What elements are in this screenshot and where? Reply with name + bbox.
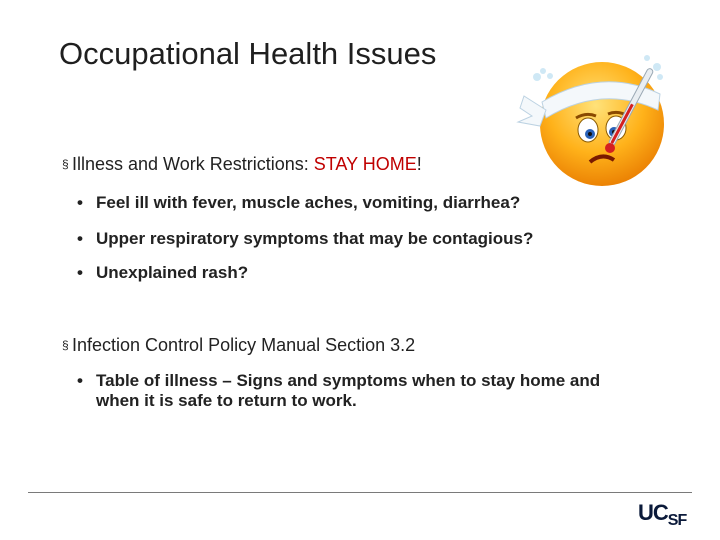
section-bullet: § xyxy=(62,338,69,352)
list-item xyxy=(77,229,533,249)
slide-title: Occupational Health Issues xyxy=(59,36,437,71)
footer-divider xyxy=(28,492,692,493)
list-item xyxy=(77,263,248,283)
list-item-text: Unexplained rash? xyxy=(96,263,249,282)
list-item-text: Upper respiratory symptoms that may be contagious? xyxy=(96,229,534,248)
section-lead: Illness and Work Restrictions: xyxy=(72,154,314,174)
list-item-line: Table of illness – Signs and symptoms when to stay home and xyxy=(96,371,601,390)
logo-uc: UC xyxy=(638,500,668,525)
section-text: Infection Control Policy Manual Section 3.2 xyxy=(72,335,416,355)
sick-face-icon xyxy=(510,44,690,194)
list-bullet: • xyxy=(77,371,83,390)
list-item-text: Feel ill with fever, muscle aches, vomiting, diarrhea? xyxy=(96,193,521,212)
logo-sf: SF xyxy=(667,512,687,529)
ucsf-logo xyxy=(638,500,686,530)
section-infection-control xyxy=(62,335,415,356)
list-bullet: • xyxy=(77,229,83,248)
list-bullet: • xyxy=(77,193,83,212)
section-bullet: § xyxy=(62,157,69,171)
section-illness-restrictions xyxy=(62,154,422,175)
list-item-text xyxy=(96,371,600,411)
section-tail: ! xyxy=(416,154,422,174)
stay-home-highlight: STAY HOME xyxy=(313,154,417,174)
list-item xyxy=(77,193,520,213)
list-bullet: • xyxy=(77,263,83,282)
list-item-line: when it is safe to return to work. xyxy=(96,391,357,410)
list-item xyxy=(77,371,600,411)
